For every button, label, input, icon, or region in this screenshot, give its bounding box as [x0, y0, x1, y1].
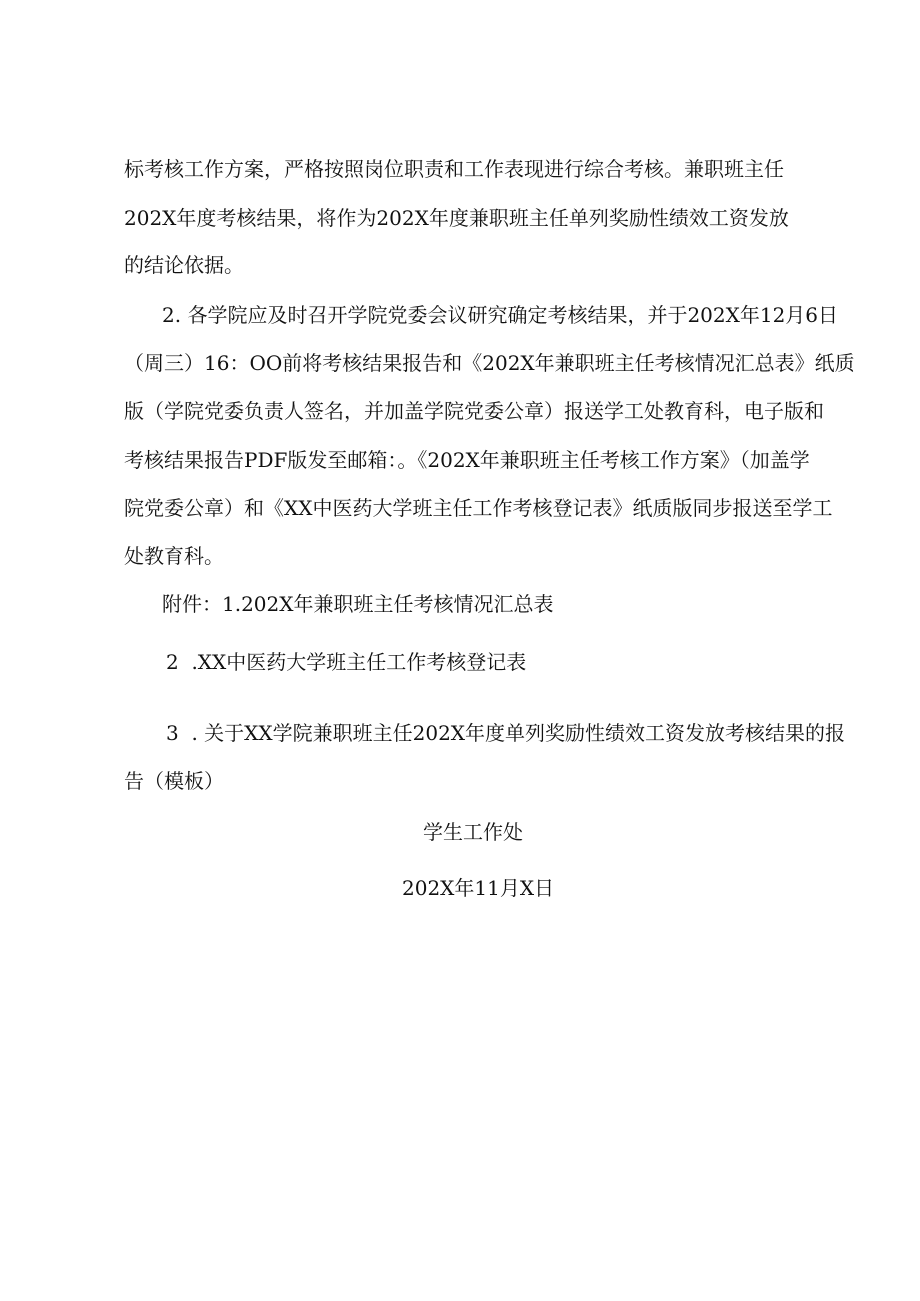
paragraph-2-line-6: 处教育科。	[124, 544, 224, 568]
signature-issuer: 学生工作处	[423, 820, 523, 844]
paragraph-1-line-2: 202X年度考核结果，将作为202X年度兼职班主任单列奖励性绩效工资发放	[124, 206, 789, 230]
paragraph-2-line-2: （周三）16：OO前将考核结果报告和《202X年兼职班主任考核情况汇总表》纸质	[124, 351, 855, 375]
paragraph-2-line-5: 院党委公章）和《XX中医药大学班主任工作考核登记表》纸质版同步报送至学工	[124, 496, 833, 520]
paragraph-2-line-3: 版（学院党委负责人签名，并加盖学院党委公章）报送学工处教育科，电子版和	[124, 399, 824, 423]
paragraph-1-line-1: 标考核工作方案，严格按照岗位职责和工作表现进行综合考核。兼职班主任	[124, 157, 784, 181]
attachment-item-1: 附件：1.202X年兼职班主任考核情况汇总表	[162, 592, 554, 616]
paragraph-1-line-3: 的结论依据。	[124, 253, 244, 277]
attachment-item-3-line-1: 3 . 关于XX学院兼职班主任202X年度单列奖励性绩效工资发放考核结果的报	[166, 721, 846, 745]
attachment-item-3-line-2: 告（模板）	[124, 769, 224, 793]
signature-date: 202X年11月X日	[402, 876, 555, 900]
paragraph-2-line-4: 考核结果报告PDF版发至邮箱：。《202X年兼职班主任考核工作方案》（加盖学	[124, 448, 810, 472]
attachment-item-2: 2 .XX中医药大学班主任工作考核登记表	[166, 650, 527, 674]
paragraph-2-line-1: 2. 各学院应及时召开学院党委会议研究确定考核结果，并于202X年12月6日	[162, 303, 839, 327]
